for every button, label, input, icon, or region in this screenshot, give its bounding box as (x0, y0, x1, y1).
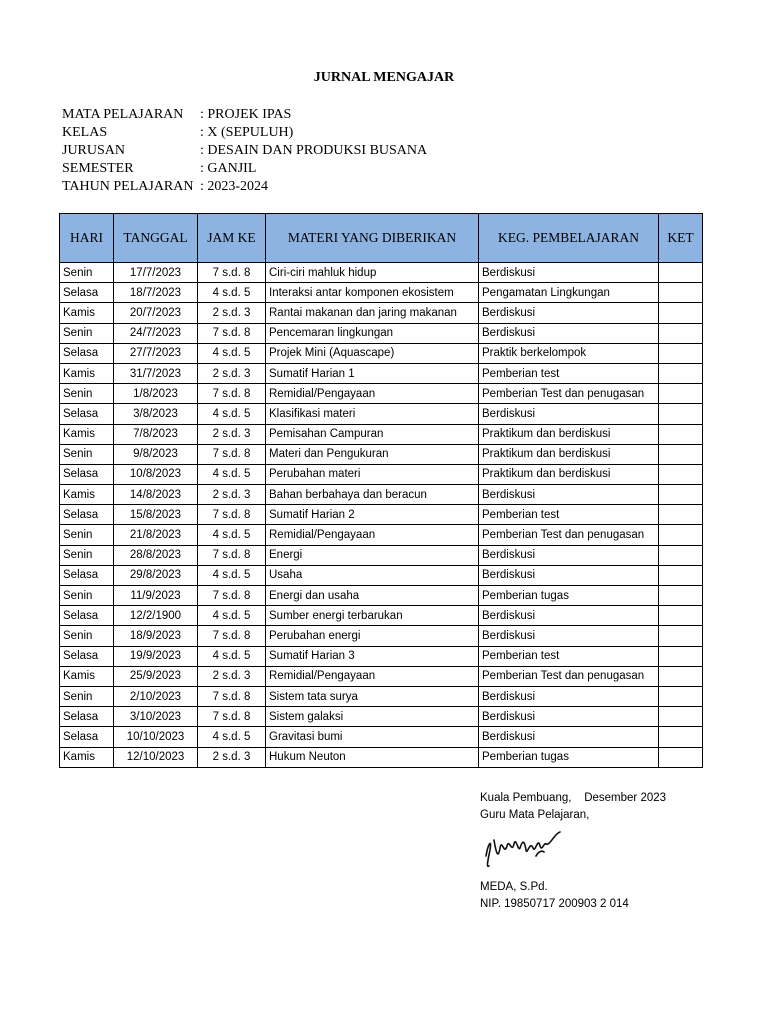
table-row (60, 424, 703, 444)
cell-materi: Sistem galaksi (266, 707, 479, 727)
cell-jam-ke: 7 s.d. 8 (198, 626, 266, 646)
signature-area (480, 824, 666, 879)
cell-ket (659, 485, 703, 505)
cell-jam-ke: 4 s.d. 5 (198, 646, 266, 666)
cell-tanggal: 12/2/1900 (114, 606, 198, 626)
cell-tanggal: 3/10/2023 (114, 707, 198, 727)
cell-materi: Klasifikasi materi (266, 404, 479, 424)
cell-materi: Materi dan Pengukuran (266, 444, 479, 464)
cell-tanggal: 17/7/2023 (114, 263, 198, 283)
cell-materi: Perubahan materi (266, 464, 479, 484)
cell-ket (659, 343, 703, 363)
cell-jam-ke: 4 s.d. 5 (198, 283, 266, 303)
cell-kegiatan: Berdiskusi (479, 263, 659, 283)
cell-tanggal: 12/10/2023 (114, 747, 198, 767)
cell-jam-ke: 2 s.d. 3 (198, 485, 266, 505)
table-row (60, 707, 703, 727)
cell-hari: Selasa (60, 505, 114, 525)
table-row (60, 505, 703, 525)
cell-tanggal: 24/7/2023 (114, 323, 198, 343)
table-row (60, 263, 703, 283)
table-row (60, 586, 703, 606)
table-row (60, 283, 703, 303)
cell-jam-ke: 7 s.d. 8 (198, 384, 266, 404)
cell-tanggal: 1/8/2023 (114, 384, 198, 404)
info-row-major (62, 142, 427, 160)
table-row (60, 626, 703, 646)
cell-kegiatan: Berdiskusi (479, 303, 659, 323)
column-header-kegiatan: KEG. PEMBELAJARAN (479, 214, 659, 263)
cell-materi: Energi (266, 545, 479, 565)
cell-hari: Senin (60, 323, 114, 343)
cell-hari: Senin (60, 525, 114, 545)
cell-jam-ke: 7 s.d. 8 (198, 263, 266, 283)
cell-tanggal: 20/7/2023 (114, 303, 198, 323)
info-value: : GANJIL (200, 161, 257, 176)
signature-place-date: Kuala Pembuang, Desember 2023 (480, 792, 667, 804)
cell-jam-ke: 7 s.d. 8 (198, 545, 266, 565)
cell-kegiatan: Praktikum dan berdiskusi (479, 444, 659, 464)
cell-kegiatan: Berdiskusi (479, 404, 659, 424)
cell-materi: Pemisahan Campuran (266, 424, 479, 444)
cell-materi: Sumatif Harian 1 (266, 363, 479, 383)
cell-kegiatan: Pemberian Test dan penugasan (479, 666, 659, 686)
cell-kegiatan: Berdiskusi (479, 323, 659, 343)
cell-materi: Interaksi antar komponen ekosistem (266, 283, 479, 303)
table-row (60, 606, 703, 626)
cell-hari: Selasa (60, 343, 114, 363)
cell-tanggal: 10/8/2023 (114, 464, 198, 484)
cell-kegiatan: Pemberian test (479, 505, 659, 525)
cell-kegiatan: Berdiskusi (479, 565, 659, 585)
cell-kegiatan: Praktikum dan berdiskusi (479, 424, 659, 444)
cell-materi: Bahan berbahaya dan beracun (266, 485, 479, 505)
table-row (60, 686, 703, 706)
cell-jam-ke: 7 s.d. 8 (198, 586, 266, 606)
cell-jam-ke: 7 s.d. 8 (198, 707, 266, 727)
cell-hari: Senin (60, 444, 114, 464)
info-row-semester (62, 160, 427, 178)
info-row-school-year (62, 178, 427, 196)
column-header-hari: HARI (60, 214, 114, 263)
cell-ket (659, 303, 703, 323)
cell-materi: Usaha (266, 565, 479, 585)
cell-hari: Selasa (60, 404, 114, 424)
cell-tanggal: 19/9/2023 (114, 646, 198, 666)
cell-materi: Remidial/Pengayaan (266, 384, 479, 404)
table-row (60, 525, 703, 545)
cell-hari: Selasa (60, 646, 114, 666)
document-title: JURNAL MENGAJAR (313, 70, 455, 85)
cell-tanggal: 15/8/2023 (114, 505, 198, 525)
cell-hari: Selasa (60, 464, 114, 484)
info-row-class (62, 124, 427, 142)
cell-kegiatan: Pemberian tugas (479, 586, 659, 606)
info-label: TAHUN PELAJARAN (62, 179, 194, 194)
info-value: : DESAIN DAN PRODUKSI BUSANA (200, 143, 428, 158)
cell-hari: Kamis (60, 303, 114, 323)
cell-tanggal: 21/8/2023 (114, 525, 198, 545)
cell-kegiatan: Berdiskusi (479, 485, 659, 505)
cell-hari: Senin (60, 384, 114, 404)
cell-materi: Energi dan usaha (266, 586, 479, 606)
cell-hari: Kamis (60, 424, 114, 444)
cell-ket (659, 565, 703, 585)
cell-tanggal: 31/7/2023 (114, 363, 198, 383)
cell-ket (659, 626, 703, 646)
cell-kegiatan: Pemberian Test dan penugasan (479, 384, 659, 404)
cell-kegiatan: Pemberian test (479, 646, 659, 666)
cell-ket (659, 707, 703, 727)
table-row (60, 384, 703, 404)
table-body (60, 263, 703, 768)
cell-kegiatan: Berdiskusi (479, 545, 659, 565)
cell-tanggal: 18/9/2023 (114, 626, 198, 646)
info-label: MATA PELAJARAN (62, 107, 184, 122)
cell-ket (659, 525, 703, 545)
journal-table (59, 213, 703, 768)
handwritten-signature (480, 826, 570, 874)
cell-hari: Senin (60, 545, 114, 565)
cell-jam-ke: 4 s.d. 5 (198, 464, 266, 484)
cell-hari: Senin (60, 686, 114, 706)
table-row (60, 464, 703, 484)
cell-materi: Gravitasi bumi (266, 727, 479, 747)
cell-jam-ke: 4 s.d. 5 (198, 525, 266, 545)
cell-ket (659, 545, 703, 565)
cell-hari: Kamis (60, 485, 114, 505)
cell-ket (659, 283, 703, 303)
cell-materi: Sumber energi terbarukan (266, 606, 479, 626)
cell-ket (659, 666, 703, 686)
cell-materi: Pencemaran lingkungan (266, 323, 479, 343)
cell-tanggal: 28/8/2023 (114, 545, 198, 565)
cell-ket (659, 686, 703, 706)
cell-kegiatan: Berdiskusi (479, 686, 659, 706)
cell-jam-ke: 7 s.d. 8 (198, 686, 266, 706)
cell-tanggal: 3/8/2023 (114, 404, 198, 424)
cell-materi: Projek Mini (Aquascape) (266, 343, 479, 363)
cell-tanggal: 14/8/2023 (114, 485, 198, 505)
cell-hari: Selasa (60, 606, 114, 626)
table-row (60, 404, 703, 424)
table-row (60, 444, 703, 464)
cell-materi: Rantai makanan dan jaring makanan (266, 303, 479, 323)
cell-tanggal: 29/8/2023 (114, 565, 198, 585)
table-row (60, 343, 703, 363)
cell-kegiatan: Berdiskusi (479, 606, 659, 626)
cell-hari: Senin (60, 626, 114, 646)
signature-nip: NIP. 19850717 200903 2 014 (480, 898, 629, 910)
info-value: : X (SEPULUH) (200, 125, 294, 140)
cell-hari: Senin (60, 263, 114, 283)
cell-kegiatan: Berdiskusi (479, 707, 659, 727)
cell-hari: Selasa (60, 707, 114, 727)
cell-kegiatan: Praktikum dan berdiskusi (479, 464, 659, 484)
cell-kegiatan: Pengamatan Lingkungan (479, 283, 659, 303)
cell-ket (659, 323, 703, 343)
cell-materi: Perubahan energi (266, 626, 479, 646)
cell-materi: Remidial/Pengayaan (266, 525, 479, 545)
cell-hari: Kamis (60, 363, 114, 383)
cell-tanggal: 11/9/2023 (114, 586, 198, 606)
cell-materi: Sumatif Harian 2 (266, 505, 479, 525)
cell-ket (659, 747, 703, 767)
cell-ket (659, 646, 703, 666)
info-row-subject (62, 106, 427, 124)
column-header-materi: MATERI YANG DIBERIKAN (266, 214, 479, 263)
cell-jam-ke: 4 s.d. 5 (198, 606, 266, 626)
cell-jam-ke: 2 s.d. 3 (198, 747, 266, 767)
cell-jam-ke: 4 s.d. 5 (198, 343, 266, 363)
cell-jam-ke: 4 s.d. 5 (198, 404, 266, 424)
cell-ket (659, 444, 703, 464)
info-label: KELAS (62, 125, 108, 140)
cell-kegiatan: Berdiskusi (479, 727, 659, 747)
cell-hari: Selasa (60, 565, 114, 585)
cell-hari: Selasa (60, 727, 114, 747)
table-header-row (60, 214, 703, 263)
cell-kegiatan: Pemberian Test dan penugasan (479, 525, 659, 545)
cell-hari: Senin (60, 586, 114, 606)
column-header-jam-ke: JAM KE (198, 214, 266, 263)
cell-jam-ke: 4 s.d. 5 (198, 727, 266, 747)
cell-tanggal: 9/8/2023 (114, 444, 198, 464)
table-row (60, 363, 703, 383)
table-row (60, 485, 703, 505)
cell-tanggal: 27/7/2023 (114, 343, 198, 363)
signature-name: MEDA, S.Pd. (480, 881, 548, 893)
cell-materi: Hukum Neuton (266, 747, 479, 767)
cell-kegiatan: Praktik berkelompok (479, 343, 659, 363)
table-row (60, 727, 703, 747)
column-header-tanggal: TANGGAL (114, 214, 198, 263)
cell-jam-ke: 7 s.d. 8 (198, 444, 266, 464)
cell-materi: Remidial/Pengayaan (266, 666, 479, 686)
info-label: JURUSAN (62, 143, 126, 158)
cell-tanggal: 2/10/2023 (114, 686, 198, 706)
cell-tanggal: 25/9/2023 (114, 666, 198, 686)
cell-jam-ke: 2 s.d. 3 (198, 424, 266, 444)
info-value: : 2023-2024 (200, 179, 269, 194)
cell-ket (659, 464, 703, 484)
table-row (60, 646, 703, 666)
cell-hari: Kamis (60, 747, 114, 767)
table-row (60, 747, 703, 767)
table-row (60, 545, 703, 565)
cell-jam-ke: 4 s.d. 5 (198, 565, 266, 585)
cell-kegiatan: Pemberian test (479, 363, 659, 383)
cell-tanggal: 10/10/2023 (114, 727, 198, 747)
info-label: SEMESTER (62, 161, 134, 176)
cell-ket (659, 424, 703, 444)
info-block (62, 106, 427, 196)
cell-ket (659, 586, 703, 606)
cell-jam-ke: 7 s.d. 8 (198, 505, 266, 525)
signature-role: Guru Mata Pelajaran, (480, 809, 590, 821)
cell-tanggal: 7/8/2023 (114, 424, 198, 444)
table-row (60, 323, 703, 343)
cell-hari: Selasa (60, 283, 114, 303)
cell-kegiatan: Berdiskusi (479, 626, 659, 646)
cell-materi: Ciri-ciri mahluk hidup (266, 263, 479, 283)
cell-ket (659, 606, 703, 626)
signature-block (480, 790, 666, 913)
cell-ket (659, 404, 703, 424)
cell-jam-ke: 2 s.d. 3 (198, 363, 266, 383)
cell-tanggal: 18/7/2023 (114, 283, 198, 303)
table-row (60, 303, 703, 323)
cell-ket (659, 384, 703, 404)
cell-kegiatan: Pemberian tugas (479, 747, 659, 767)
cell-hari: Kamis (60, 666, 114, 686)
cell-ket (659, 727, 703, 747)
cell-jam-ke: 2 s.d. 3 (198, 303, 266, 323)
table-row (60, 666, 703, 686)
cell-ket (659, 263, 703, 283)
info-value: : PROJEK IPAS (200, 107, 292, 122)
cell-jam-ke: 7 s.d. 8 (198, 323, 266, 343)
cell-jam-ke: 2 s.d. 3 (198, 666, 266, 686)
cell-materi: Sumatif Harian 3 (266, 646, 479, 666)
table-row (60, 565, 703, 585)
column-header-ket: KET (659, 214, 703, 263)
cell-ket (659, 505, 703, 525)
cell-ket (659, 363, 703, 383)
cell-materi: Sistem tata surya (266, 686, 479, 706)
